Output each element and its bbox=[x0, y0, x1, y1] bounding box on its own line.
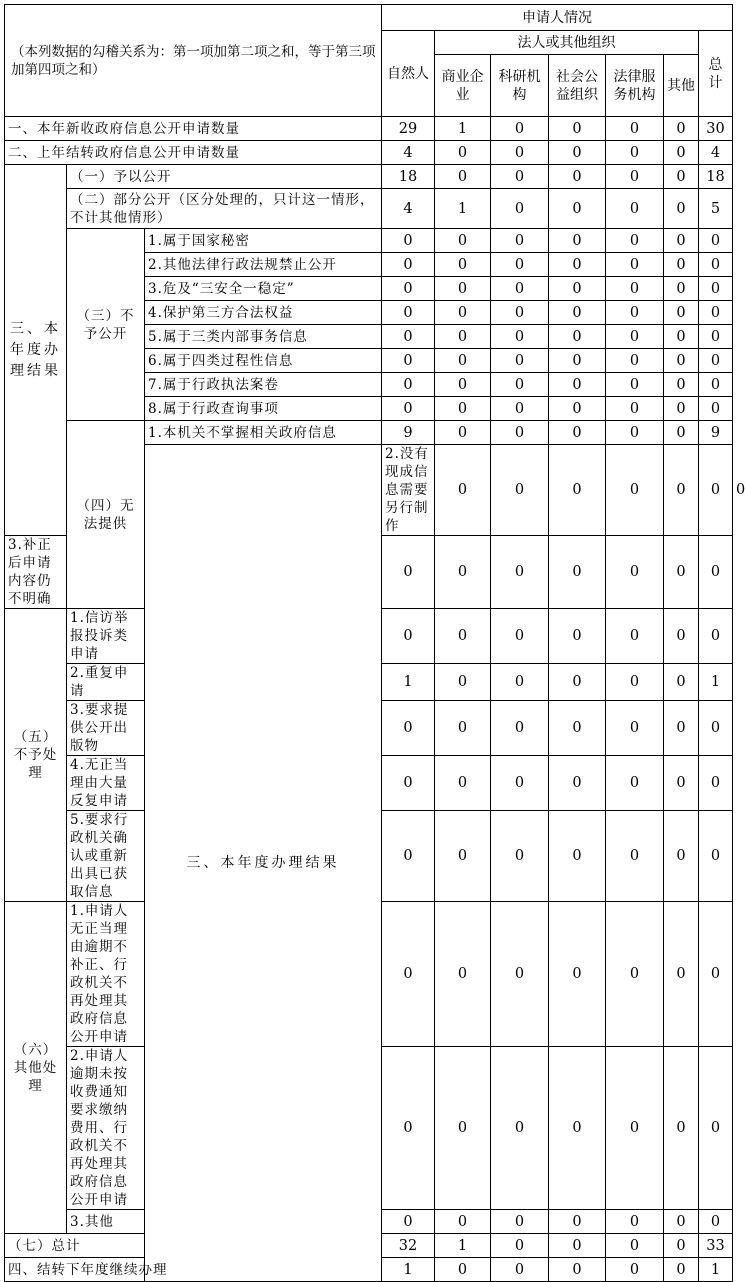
table-cell: 0 bbox=[549, 421, 606, 445]
table-cell: 0 bbox=[664, 811, 699, 902]
table-cell: 0 bbox=[435, 1210, 491, 1234]
table-cell: 0 bbox=[699, 349, 733, 373]
item-label: 1.申请人无正当理由逾期不补正、行政机关不再处理其政府信息公开申请 bbox=[67, 902, 145, 1047]
table-cell: 0 bbox=[664, 325, 699, 349]
table-cell: 0 bbox=[606, 536, 664, 609]
table-cell: 0 bbox=[435, 253, 491, 277]
table-row bbox=[5, 421, 733, 445]
row-label: （一）予以公开 bbox=[67, 165, 382, 189]
item-label: 3.其他 bbox=[67, 1210, 145, 1234]
table-cell: 0 bbox=[491, 609, 549, 664]
table-cell: 0 bbox=[606, 609, 664, 664]
table-cell: 0 bbox=[435, 229, 491, 253]
table-cell: 0 bbox=[664, 165, 699, 189]
table-cell: 0 bbox=[549, 1047, 606, 1210]
table-cell: 18 bbox=[699, 165, 733, 189]
table-cell: 0 bbox=[606, 301, 664, 325]
table-cell: 0 bbox=[606, 141, 664, 165]
table-cell: 0 bbox=[435, 277, 491, 301]
table-cell: 0 bbox=[664, 421, 699, 445]
table-cell: 0 bbox=[435, 1047, 491, 1210]
table-cell: 0 bbox=[664, 445, 699, 536]
table-cell: 1 bbox=[435, 189, 491, 229]
table-cell: 0 bbox=[606, 349, 664, 373]
table-cell: 0 bbox=[435, 165, 491, 189]
table-cell: 1 bbox=[382, 664, 435, 701]
table-cell: 1 bbox=[435, 117, 491, 141]
table-cell: 0 bbox=[664, 277, 699, 301]
table-cell: 0 bbox=[382, 1047, 435, 1210]
table-cell: 0 bbox=[664, 141, 699, 165]
item-label: 1.属于国家秘密 bbox=[145, 229, 382, 253]
table-cell: 1 bbox=[435, 1234, 491, 1258]
table-cell: 1 bbox=[382, 1258, 435, 1282]
table-cell: 0 bbox=[435, 301, 491, 325]
table-cell: 0 bbox=[435, 609, 491, 664]
table-cell: 0 bbox=[549, 165, 606, 189]
table-cell: 0 bbox=[606, 1047, 664, 1210]
table-cell: 0 bbox=[382, 253, 435, 277]
header-public-welfare: 社会公益组织 bbox=[549, 55, 606, 117]
table-cell: 4 bbox=[382, 141, 435, 165]
table-cell: 29 bbox=[382, 117, 435, 141]
table-cell: 0 bbox=[382, 701, 435, 756]
section-label-s5: （五）不予处理 bbox=[5, 609, 67, 902]
table-cell: 0 bbox=[549, 902, 606, 1047]
header-research: 科研机构 bbox=[491, 55, 549, 117]
table-cell: 32 bbox=[382, 1234, 435, 1258]
table-cell: 0 bbox=[549, 811, 606, 902]
table-cell: 0 bbox=[549, 349, 606, 373]
item-label: 1.信访举报投诉类申请 bbox=[67, 609, 145, 664]
table-cell: 0 bbox=[699, 229, 733, 253]
table-cell: 18 bbox=[382, 165, 435, 189]
table-cell: 0 bbox=[606, 701, 664, 756]
table-cell: 5 bbox=[699, 189, 733, 229]
table-cell: 0 bbox=[491, 229, 549, 253]
table-cell: 4 bbox=[699, 141, 733, 165]
table-cell: 0 bbox=[664, 1210, 699, 1234]
table-cell: 0 bbox=[699, 1210, 733, 1234]
table-cell: 0 bbox=[699, 811, 733, 902]
table-cell: 0 bbox=[699, 445, 733, 536]
table-cell: 0 bbox=[664, 349, 699, 373]
table-cell: 0 bbox=[491, 811, 549, 902]
item-label: 5.要求行政机关确认或重新出具已获取信息 bbox=[67, 811, 145, 902]
table-cell: 0 bbox=[491, 325, 549, 349]
table-cell: 0 bbox=[435, 701, 491, 756]
table-cell: 0 bbox=[549, 253, 606, 277]
table-cell: 33 bbox=[699, 1234, 733, 1258]
table-cell: 0 bbox=[664, 756, 699, 811]
table-cell: 0 bbox=[435, 756, 491, 811]
table-cell: 0 bbox=[382, 1210, 435, 1234]
table-cell: 0 bbox=[699, 397, 733, 421]
table-cell: 0 bbox=[382, 902, 435, 1047]
header-other: 其他 bbox=[664, 55, 699, 117]
item-label: 4.保护第三方合法权益 bbox=[145, 301, 382, 325]
table-cell: 0 bbox=[549, 1210, 606, 1234]
table-cell: 0 bbox=[491, 117, 549, 141]
table-cell: 0 bbox=[382, 373, 435, 397]
header-natural-person: 自然人 bbox=[382, 31, 435, 117]
table-cell: 0 bbox=[664, 664, 699, 701]
item-label: 2.没有现成信息需要另行制作 bbox=[382, 445, 435, 536]
item-label: 3.危及“三安全一稳定” bbox=[145, 277, 382, 301]
section-label-s3: （三）不予公开 bbox=[67, 229, 145, 421]
table-cell: 0 bbox=[664, 301, 699, 325]
row-label: （七）总计 bbox=[5, 1234, 145, 1258]
table-cell: 0 bbox=[606, 902, 664, 1047]
table-cell: 0 bbox=[549, 373, 606, 397]
table-cell: 0 bbox=[382, 756, 435, 811]
table-cell: 0 bbox=[549, 1234, 606, 1258]
table-cell: 0 bbox=[491, 1047, 549, 1210]
table-row bbox=[5, 117, 733, 141]
table-cell: 0 bbox=[382, 277, 435, 301]
header-legal-orgs: 法人或其他组织 bbox=[435, 31, 699, 55]
table-cell: 0 bbox=[606, 373, 664, 397]
table-cell: 0 bbox=[664, 1258, 699, 1282]
table-cell: 0 bbox=[435, 397, 491, 421]
table-cell: 4 bbox=[382, 189, 435, 229]
table-cell: 0 bbox=[491, 1234, 549, 1258]
table-cell: 0 bbox=[382, 349, 435, 373]
table-cell: 0 bbox=[491, 189, 549, 229]
table-cell: 0 bbox=[491, 756, 549, 811]
table-cell: 0 bbox=[606, 756, 664, 811]
header-applicant-situation: 申请人情况 bbox=[382, 5, 733, 31]
row-label: 一、本年新收政府信息公开申请数量 bbox=[5, 117, 382, 141]
table-cell: 0 bbox=[664, 536, 699, 609]
table-cell: 1 bbox=[699, 664, 733, 701]
table-cell: 0 bbox=[699, 536, 733, 609]
table-cell: 0 bbox=[699, 277, 733, 301]
table-cell: 0 bbox=[664, 1234, 699, 1258]
table-cell: 0 bbox=[435, 811, 491, 902]
table-cell: 0 bbox=[606, 1210, 664, 1234]
section3-label-bottom: 三、本年度办理结果 bbox=[145, 445, 382, 1282]
table-cell: 0 bbox=[664, 229, 699, 253]
table-cell: 0 bbox=[606, 189, 664, 229]
table-cell: 0 bbox=[549, 1258, 606, 1282]
table-cell: 0 bbox=[491, 902, 549, 1047]
item-label: 2.申请人逾期未按收费通知要求缴纳费用、行政机关不再处理其政府信息公开申请 bbox=[67, 1047, 145, 1210]
section3-label-top: 三、本年度办理结果 bbox=[5, 165, 67, 536]
table-cell: 0 bbox=[699, 1047, 733, 1210]
table-cell: 0 bbox=[606, 165, 664, 189]
table-cell: 0 bbox=[435, 664, 491, 701]
table-cell: 0 bbox=[664, 373, 699, 397]
table-cell: 0 bbox=[699, 373, 733, 397]
header-legal-service: 法律服务机构 bbox=[606, 55, 664, 117]
item-label: 4.无正当理由大量反复申请 bbox=[67, 756, 145, 811]
table-cell: 0 bbox=[549, 397, 606, 421]
table-cell: 0 bbox=[491, 1210, 549, 1234]
table-cell: 0 bbox=[435, 325, 491, 349]
table-cell: 0 bbox=[664, 1047, 699, 1210]
table-cell: 0 bbox=[549, 756, 606, 811]
row-label: 四、结转下年度继续办理 bbox=[5, 1258, 382, 1282]
table-cell: 0 bbox=[606, 117, 664, 141]
table-cell: 0 bbox=[435, 445, 491, 536]
table-cell: 0 bbox=[549, 301, 606, 325]
table-row bbox=[5, 141, 733, 165]
table-cell: 0 bbox=[606, 325, 664, 349]
table-cell: 0 bbox=[699, 701, 733, 756]
table-cell: 0 bbox=[549, 325, 606, 349]
table-cell: 0 bbox=[491, 421, 549, 445]
table-cell: 0 bbox=[382, 229, 435, 253]
table-cell: 0 bbox=[549, 189, 606, 229]
row-label: 二、上年结转政府信息公开申请数量 bbox=[5, 141, 382, 165]
table-cell: 0 bbox=[435, 536, 491, 609]
table-cell: 0 bbox=[606, 229, 664, 253]
item-label: 7.属于行政执法案卷 bbox=[145, 373, 382, 397]
item-label: 1.本机关不掌握相关政府信息 bbox=[145, 421, 382, 445]
table-cell: 0 bbox=[382, 536, 435, 609]
item-label: 2.重复申请 bbox=[67, 664, 145, 701]
table-cell: 0 bbox=[699, 609, 733, 664]
table-cell: 0 bbox=[606, 277, 664, 301]
table-cell: 0 bbox=[382, 397, 435, 421]
table-cell: 0 bbox=[491, 301, 549, 325]
table-cell: 0 bbox=[664, 253, 699, 277]
table-cell: 0 bbox=[699, 325, 733, 349]
item-label: 5.属于三类内部事务信息 bbox=[145, 325, 382, 349]
table-cell: 0 bbox=[699, 301, 733, 325]
header-note: （本列数据的勾稽关系为：第一项加第二项之和，等于第三项加第四项之和） bbox=[5, 5, 382, 117]
table-cell: 0 bbox=[435, 902, 491, 1047]
table-cell: 0 bbox=[606, 445, 664, 536]
table-cell: 0 bbox=[491, 397, 549, 421]
table-cell: 0 bbox=[491, 253, 549, 277]
table-row bbox=[5, 1258, 733, 1282]
table-cell: 1 bbox=[699, 1258, 733, 1282]
table-cell: 9 bbox=[699, 421, 733, 445]
item-label: 3.补正后申请内容仍不明确 bbox=[5, 536, 67, 609]
table-cell: 0 bbox=[664, 189, 699, 229]
table-row bbox=[5, 229, 733, 253]
table-cell: 0 bbox=[382, 609, 435, 664]
table-cell: 0 bbox=[435, 1258, 491, 1282]
item-label: 8.属于行政查询事项 bbox=[145, 397, 382, 421]
table-cell: 0 bbox=[549, 117, 606, 141]
table-cell: 0 bbox=[549, 664, 606, 701]
table-cell: 0 bbox=[435, 421, 491, 445]
header-commercial: 商业企业 bbox=[435, 55, 491, 117]
table-cell: 0 bbox=[664, 397, 699, 421]
table-cell: 0 bbox=[491, 701, 549, 756]
table-cell: 0 bbox=[549, 536, 606, 609]
table-row bbox=[5, 165, 733, 189]
table-cell: 0 bbox=[606, 397, 664, 421]
table-cell: 0 bbox=[435, 373, 491, 397]
table-cell: 0 bbox=[549, 141, 606, 165]
table-cell: 0 bbox=[435, 349, 491, 373]
item-label: 3.要求提供公开出版物 bbox=[67, 701, 145, 756]
table-cell: 0 bbox=[549, 445, 606, 536]
table-cell: 0 bbox=[664, 117, 699, 141]
table-cell: 0 bbox=[382, 811, 435, 902]
table-row bbox=[5, 189, 733, 229]
section-label-s6: （六）其他处理 bbox=[5, 902, 67, 1234]
gov-info-disclosure-table bbox=[4, 4, 745, 1282]
table-cell: 0 bbox=[606, 664, 664, 701]
header-total: 总计 bbox=[699, 31, 733, 117]
table-cell: 0 bbox=[699, 756, 733, 811]
table-cell: 0 bbox=[664, 902, 699, 1047]
item-label: 2.其他法律行政法规禁止公开 bbox=[145, 253, 382, 277]
table-cell: 0 bbox=[435, 141, 491, 165]
table-cell: 0 bbox=[549, 701, 606, 756]
table-cell: 0 bbox=[606, 421, 664, 445]
table-cell: 0 bbox=[491, 1258, 549, 1282]
table-cell: 0 bbox=[491, 165, 549, 189]
table-cell: 0 bbox=[549, 229, 606, 253]
table-cell: 0 bbox=[699, 253, 733, 277]
table-cell: 0 bbox=[606, 811, 664, 902]
table-cell: 0 bbox=[491, 536, 549, 609]
table-cell: 0 bbox=[382, 325, 435, 349]
table-cell: 0 bbox=[606, 1258, 664, 1282]
row-label: （二）部分公开（区分处理的，只计这一情形，不计其他情形） bbox=[67, 189, 382, 229]
table-cell: 0 bbox=[491, 445, 549, 536]
table-cell: 0 bbox=[491, 277, 549, 301]
table-cell: 9 bbox=[382, 421, 435, 445]
table-cell: 0 bbox=[549, 609, 606, 664]
table-cell: 0 bbox=[549, 277, 606, 301]
table-cell: 0 bbox=[491, 373, 549, 397]
table-cell: 0 bbox=[606, 1234, 664, 1258]
table-cell: 0 bbox=[606, 253, 664, 277]
table-cell: 0 bbox=[491, 664, 549, 701]
item-label: 6.属于四类过程性信息 bbox=[145, 349, 382, 373]
section-label-s4: （四）无法提供 bbox=[67, 421, 145, 609]
table-cell: 0 bbox=[664, 609, 699, 664]
table-cell: 0 bbox=[699, 902, 733, 1047]
table-row: 三、本年度办理结果 2.没有现成信息需要另行制作 0 0 0 0 0 0 0 bbox=[5, 445, 733, 536]
table-cell: 0 bbox=[664, 701, 699, 756]
table-cell: 30 bbox=[699, 117, 733, 141]
table-cell: 0 bbox=[491, 349, 549, 373]
table-cell: 0 bbox=[382, 301, 435, 325]
table-cell: 0 bbox=[491, 141, 549, 165]
